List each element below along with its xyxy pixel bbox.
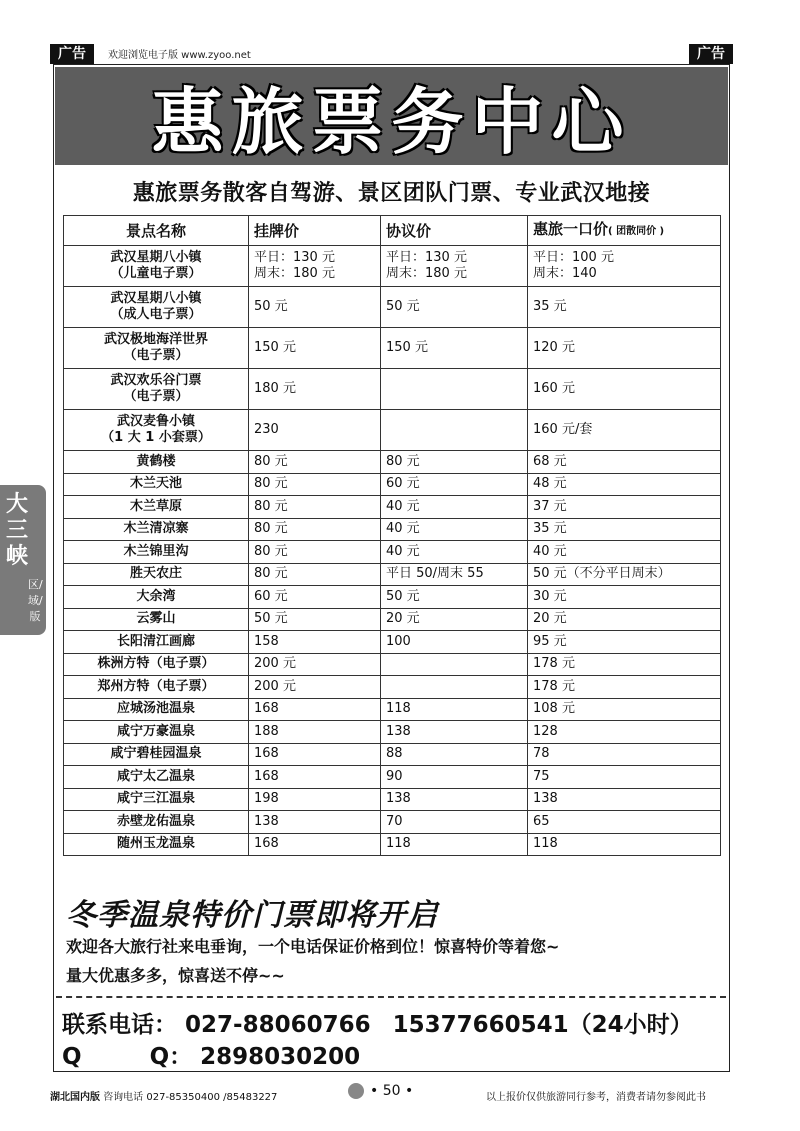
table-row: 木兰锦里沟 80 元 40 元 40 元 (64, 541, 721, 564)
table-row: 武汉星期八小镇 （成人电子票） 50 元 50 元 35 元 (64, 287, 721, 328)
table-row: 木兰草原 80 元 40 元 37 元 (64, 496, 721, 519)
table-row: 长阳清江画廊 158 100 95 元 (64, 631, 721, 654)
table-row: 咸宁万豪温泉 188 138 128 (64, 721, 721, 744)
qq-number: 2898030200 (200, 1044, 361, 1070)
table-row: 木兰天池 80 元 60 元 48 元 (64, 473, 721, 496)
contact-phone (62, 1006, 693, 1039)
table-row: 黄鹤楼 80 元 80 元 68 元 (64, 451, 721, 474)
table-row: 武汉麦鲁小镇 （1 大 1 小套票） 230 160 元/套 (64, 410, 721, 451)
table-row: 云雾山 50 元 20 元 20 元 (64, 608, 721, 631)
qq-label-2: Q： (149, 1044, 193, 1070)
phone-label: 联系电话： (62, 1012, 177, 1038)
table-row: 株洲方特（电子票） 200 元 178 元 (64, 653, 721, 676)
table-row: 赤壁龙佑温泉 138 70 65 (64, 811, 721, 834)
table-row: 随州玉龙温泉 168 118 118 (64, 833, 721, 856)
table-row: 胜天农庄 80 元 平日 50/周末 55 50 元（不分平日周末） (64, 563, 721, 586)
header-agreed-price: 协议价 (381, 216, 528, 246)
ad-tag-left: 广告 (50, 44, 94, 64)
side-region-tab (0, 485, 46, 635)
qq-label-1: Q (62, 1044, 82, 1070)
page-number: • 50 • (370, 1083, 414, 1099)
header-list-price: 挂牌价 (249, 216, 381, 246)
footer-page (348, 1083, 413, 1099)
promo-line-1: 欢迎各大旅行社来电垂询，一个电话保证价格到位！惊喜特价等着您~ (66, 937, 560, 956)
side-tab-title: 大三峡 (6, 491, 29, 569)
table-row: 武汉星期八小镇 （儿童电子票） 平日：130 元 周末：180 元 平日：130 元 周末：180 元 平日：100 元 周末：140 (64, 246, 721, 287)
header-note: 欢迎浏览电子版 www.zyoo.net (108, 50, 251, 61)
banner-title: 惠旅票务中心 (151, 79, 632, 164)
promo-line-2: 量大优惠多多，惊喜送不停~~ (66, 966, 285, 985)
table-row: 木兰清凉寨 80 元 40 元 35 元 (64, 518, 721, 541)
table-header-row (64, 216, 721, 246)
table-row: 郑州方特（电子票） 200 元 178 元 (64, 676, 721, 699)
page-marker-icon (348, 1083, 364, 1099)
table-row: 大余湾 60 元 50 元 30 元 (64, 586, 721, 609)
phone-number-1: 027-88060766 (185, 1012, 371, 1038)
dashed-divider (56, 996, 726, 998)
footer-left (50, 1088, 277, 1103)
promo-headline: 冬季温泉特价门票即将开启 (66, 898, 438, 933)
phone-number-2: 15377660541（24小时） (392, 1012, 693, 1038)
header-hui-price: 惠旅一口价( 团散同价 ) (528, 216, 721, 246)
side-tab-sub: 区/域/版 (28, 578, 43, 623)
table-row: 武汉欢乐谷门票 （电子票） 180 元 160 元 (64, 369, 721, 410)
subtitle: 惠旅票务散客自驾游、景区团队门票、专业武汉地接 (132, 181, 651, 206)
contact-qq (62, 1038, 360, 1071)
ad-tag-right: 广告 (689, 44, 733, 64)
table-row: 武汉极地海洋世界 （电子票） 150 元 150 元 120 元 (64, 328, 721, 369)
banner (55, 67, 728, 165)
price-table (63, 215, 721, 856)
footer-disclaimer: 以上报价仅供旅游同行参考，消费者请勿参阅此书 (486, 1092, 706, 1103)
footer-hotline: 咨询电话 027-85350400 /85483227 (103, 1092, 278, 1103)
table-row: 咸宁太乙温泉 168 90 75 (64, 766, 721, 789)
table-row: 应城汤池温泉 168 118 108 元 (64, 698, 721, 721)
header-name: 景点名称 (64, 216, 249, 246)
table-row: 咸宁三江温泉 198 138 138 (64, 788, 721, 811)
table-row: 咸宁碧桂园温泉 168 88 78 (64, 743, 721, 766)
footer-edition: 湖北国内版 (50, 1092, 100, 1103)
